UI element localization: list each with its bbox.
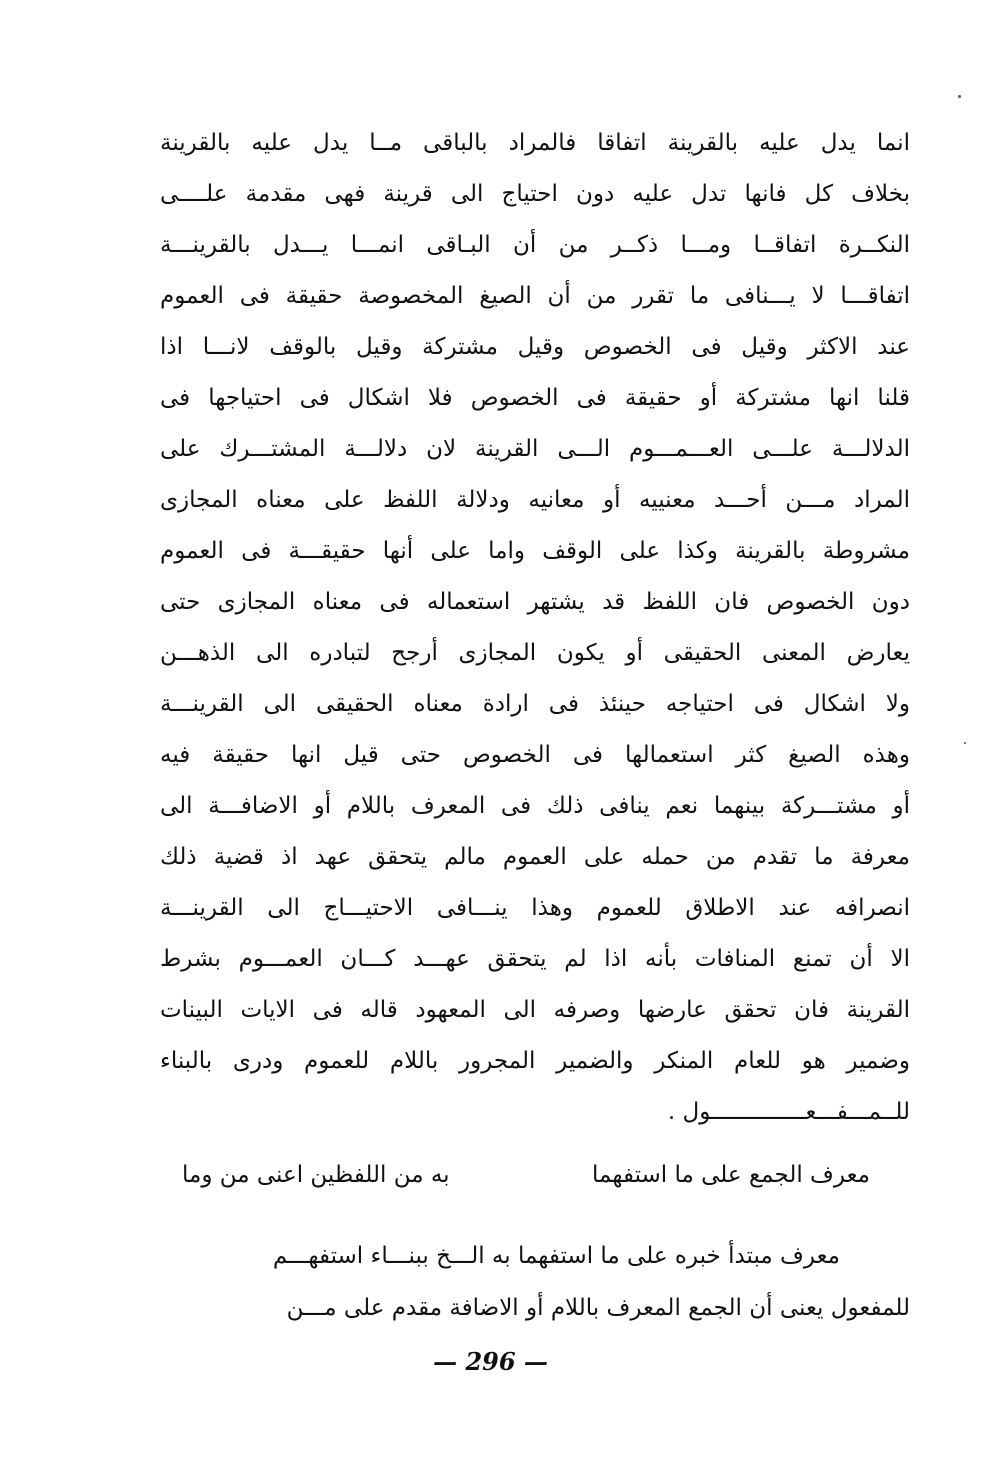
text-line: للــمـــفـــعــــــــــــــول . [667, 1099, 910, 1125]
text-line: المراد مـــن أحـــد معنييه أو معانيه ودلالة اللفظ على معناه المجازى [160, 487, 910, 513]
page-number: — 296 — [433, 1347, 548, 1376]
scan-speck [958, 95, 961, 98]
text-line: اتفاقـــا لا يـــنافى ما تقرر من أن الصيغ المخصوصة حقيقة فى العموم [160, 283, 910, 309]
text-line: مشروطة بالقرينة وكذا على الوقف واما على أنها حقيقـــة فى العموم [160, 538, 910, 564]
commentary-line: معرف مبتدأ خبره على ما استفهما به الـــخ ببنـــاء استفهـــم [272, 1243, 840, 1269]
text-line: قلنا انها مشتركة أو حقيقة فى الخصوص فلا اشكال فى احتياجها فى [160, 385, 910, 411]
text-line: انصرافه عند الاطلاق للعموم وهذا ينـــافى الاحتيـــاج الى القرينـــة [160, 895, 910, 921]
text-line: الا أن تمنع المنافات بأنه اذا لم يتحقق عهـــد كـــان العمـــوم بشرط [160, 946, 910, 972]
verse-first-hemistich: معرف الجمع على ما استفهما [592, 1162, 870, 1188]
commentary-line: للمفعول يعنى أن الجمع المعرف باللام أو الاضافة مقدم على مـــن [286, 1295, 910, 1321]
text-line: النكــرة اتفاقــا ومـــا ذكــر من أن البـاقى انمـــا يـــدل بالقرينـــة [160, 232, 910, 258]
verse-line [170, 1150, 870, 1200]
text-line: الدلالـــة علـــى العـــمـــوم الـــى القرينة لان دلالـــة المشتـــرك على [160, 436, 910, 462]
text-line: يعارض المعنى الحقيقى أو يكون المجازى أرجح لتبادره الى الذهـــن [160, 640, 910, 666]
text-line: أو مشتـــركة بينهما نعم ينافى ذلك فى المعرف باللام أو الاضافـــة الى [160, 793, 910, 819]
text-line: دون الخصوص فان اللفظ قد يشتهر استعماله فى معناه المجازى حتى [160, 589, 910, 615]
text-line: ولا اشكال فى احتياجه حينئذ فى ارادة معناه الحقيقى الى القرينـــة [160, 691, 910, 717]
commentary-paragraph [160, 1230, 910, 1334]
text-line: وضمير هو للعام المنكر والضمير المجرور باللام للعموم ودرى بالبناء [160, 1048, 910, 1074]
text-line: عند الاكثر وقيل فى الخصوص وقيل مشتركة وقيل بالوقف لانـــا اذا [160, 334, 910, 360]
text-line: القرينة فان تحقق عارضها وصرفه الى المعهود قاله فى الايات البينات [160, 997, 910, 1023]
text-line: معرفة ما تقدم من حمله على العموم مالم يتحقق عهد اذ قضية ذلك [160, 844, 910, 870]
scan-speck [964, 742, 966, 744]
verse-second-hemistich: به من اللفظين اعنى من وما [182, 1162, 450, 1188]
text-line: انما يدل عليه بالقرينة اتفاقا فالمراد بالباقى مــا يدل عليه بالقرينة [160, 130, 910, 156]
text-line: بخلاف كل فانها تدل عليه دون احتياج الى قرينة فهى مقدمة علــــى [160, 181, 910, 207]
text-line: وهذه الصيغ كثر استعمالها فى الخصوص حتى قيل انها حقيقة فيه [160, 742, 910, 768]
main-paragraph [160, 118, 910, 1138]
